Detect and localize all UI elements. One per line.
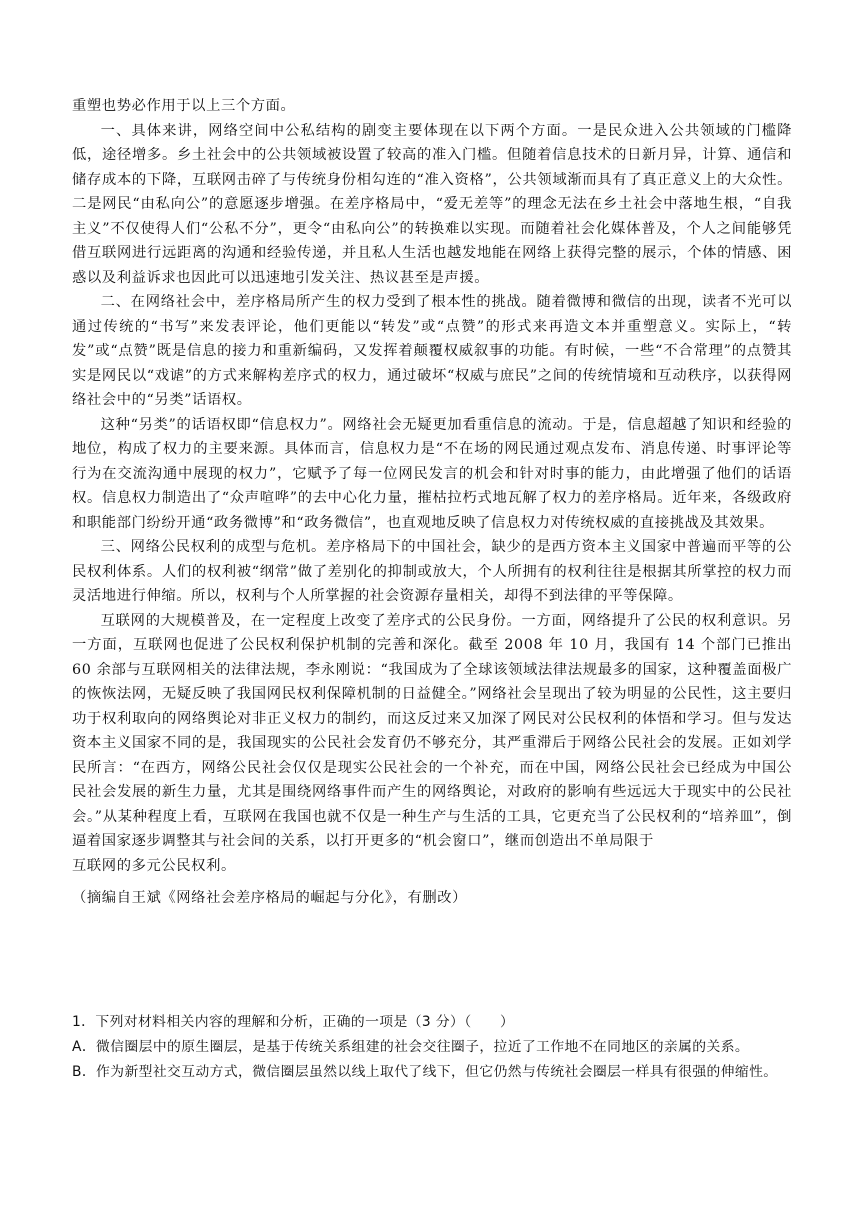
- article-body: [72, 94, 792, 911]
- paragraph-internet-rights: 互联网的大规模普及，在一定程度上改变了差序式的公民身份。一方面，网络提升了公民的权利意识。另一方面，互联网也促进了公民权利保护机制的完善和深化。截至 2008 年 10 月，我国有 14 个部门已推出 60 余部与互联网相关的法律法规，李永刚说：“我国成为了全球该领域法律法规最多的国家，这种覆盖面极广的恢恢法网，无疑反映了我国网民权利保障机制的日益健全。”网络社会呈现出了较为明显的公民性，这主要归功于权利取向的网络舆论对非正义权力的制约，而这反过来又加深了网民对公民权利的体悟和学习。但与发达资本主义国家不同的是，我国现实的公民社会发育仍不够充分，其严重滞后于网络公民社会的发展。正如刘学民所言：“在西方，网络公民社会仅仅是现实公民社会的一个补充，而在中国，网络公民社会已经成为中国公民社会发展的新生力量，尤其是围绕网络事件而产生的网络舆论，对政府的影响有些远远大于现实中的公民社会。”从某种程度上看，互联网在我国也就不仅是一种生产与生活的工具，它更充当了公民权利的“培养皿”，倒逼着国家逐步调整其与社会间的关系，以打开更多的“机会窗口”，继而创造出不单局限于: [72, 612, 792, 849]
- question-1-option-a: A．微信圈层中的原生圈层，是基于传统关系组建的社会交往圈子，拉近了工作地不在同地区的亲属的关系。: [72, 1039, 750, 1055]
- lead-line: 重塑也势必作用于以上三个方面。: [72, 98, 296, 114]
- source-citation: （摘编自王斌《网络社会差序格局的崛起与分化》，有删改）: [72, 890, 468, 906]
- question-1-stem: 1．下列对材料相关内容的理解和分析，正确的一项是（3 分）（ ）: [72, 1014, 515, 1030]
- question-section: [72, 1010, 792, 1085]
- paragraph-public-private: 一、具体来讲，网络空间中公私结构的剧变主要体现在以下两个方面。一是民众进入公共领域的门槛降低，途径增多。乡土社会中的公共领域被设置了较高的准入门槛。但随着信息技术的日新月异，计算、通信和储存成本的下降，互联网击碎了与传统身份相勾连的“准入资格”，公共领域渐而具有了真正意义上的大众性。二是网民“由私向公”的意愿逐步增强。在差序格局中，“爱无差等”的理念无法在乡土社会中落地生根，“自我主义”不仅使得人们“公私不分”，更令“由私向公”的转换难以实现。而随着社会化媒体普及，个人之间能够凭借互联网进行远距离的沟通和经验传递，并且私人生活也越发地能在网络上获得完整的展示，个体的情感、困惑以及利益诉求也因此可以迅速地引发关注、热议甚至是声援。: [72, 122, 792, 286]
- paragraph-power-challenge: 二、在网络社会中，差序格局所产生的权力受到了根本性的挑战。随着微博和微信的出现，读者不光可以通过传统的“书写”来发表评论，他们更能以“转发”或“点赞”的形式来再造文本并重塑意义。实际上，“转发”或“点赞”既是信息的接力和重新编码，又发挥着颠覆权威叙事的功能。有时候，一些“不合常理”的点赞其实是网民以“戏谑”的方式来解构差序式的权力，通过破坏“权威与庶民”之间的传统情境和互动秩序，以获得网络社会中的“另类”话语权。: [72, 294, 792, 408]
- question-1-option-b: B．作为新型社交互动方式，微信圈层虽然以线上取代了线下，但它仍然与传统社会圈层一样具有很强的伸缩性。: [72, 1064, 778, 1080]
- paragraph-citizen-rights: 三、网络公民权利的成型与危机。差序格局下的中国社会，缺少的是西方资本主义国家中普遍而平等的公民权利体系。人们的权利被“纲常”做了差别化的抑制或放大，个人所拥有的权利往往是根据其所掌控的权力而灵活地进行伸缩。所以，权利与个人所掌握的社会资源存量相关，却得不到法律的平等保障。: [72, 539, 792, 604]
- paragraph-information-power: 这种“另类”的话语权即“信息权力”。网络社会无疑更加看重信息的流动。于是，信息超越了知识和经验的地位，构成了权力的主要来源。具体而言，信息权力是“不在场的网民通过观点发布、消息传递、时事评论等行为在交流沟通中展现的权力”，它赋予了每一位网民发言的机会和针对时事的能力，由此增强了他们的话语权。信息权力制造出了“众声喧哗”的去中心化力量，摧枯拉朽式地瓦解了权力的差序格局。近年来，各级政府和职能部门纷纷开通“政务微博”和“政务微信”，也直观地反映了信息权力对传统权威的直接挑战及其效果。: [72, 416, 792, 531]
- paragraph-internet-rights-tail: 互联网的多元公民权利。: [72, 857, 236, 874]
